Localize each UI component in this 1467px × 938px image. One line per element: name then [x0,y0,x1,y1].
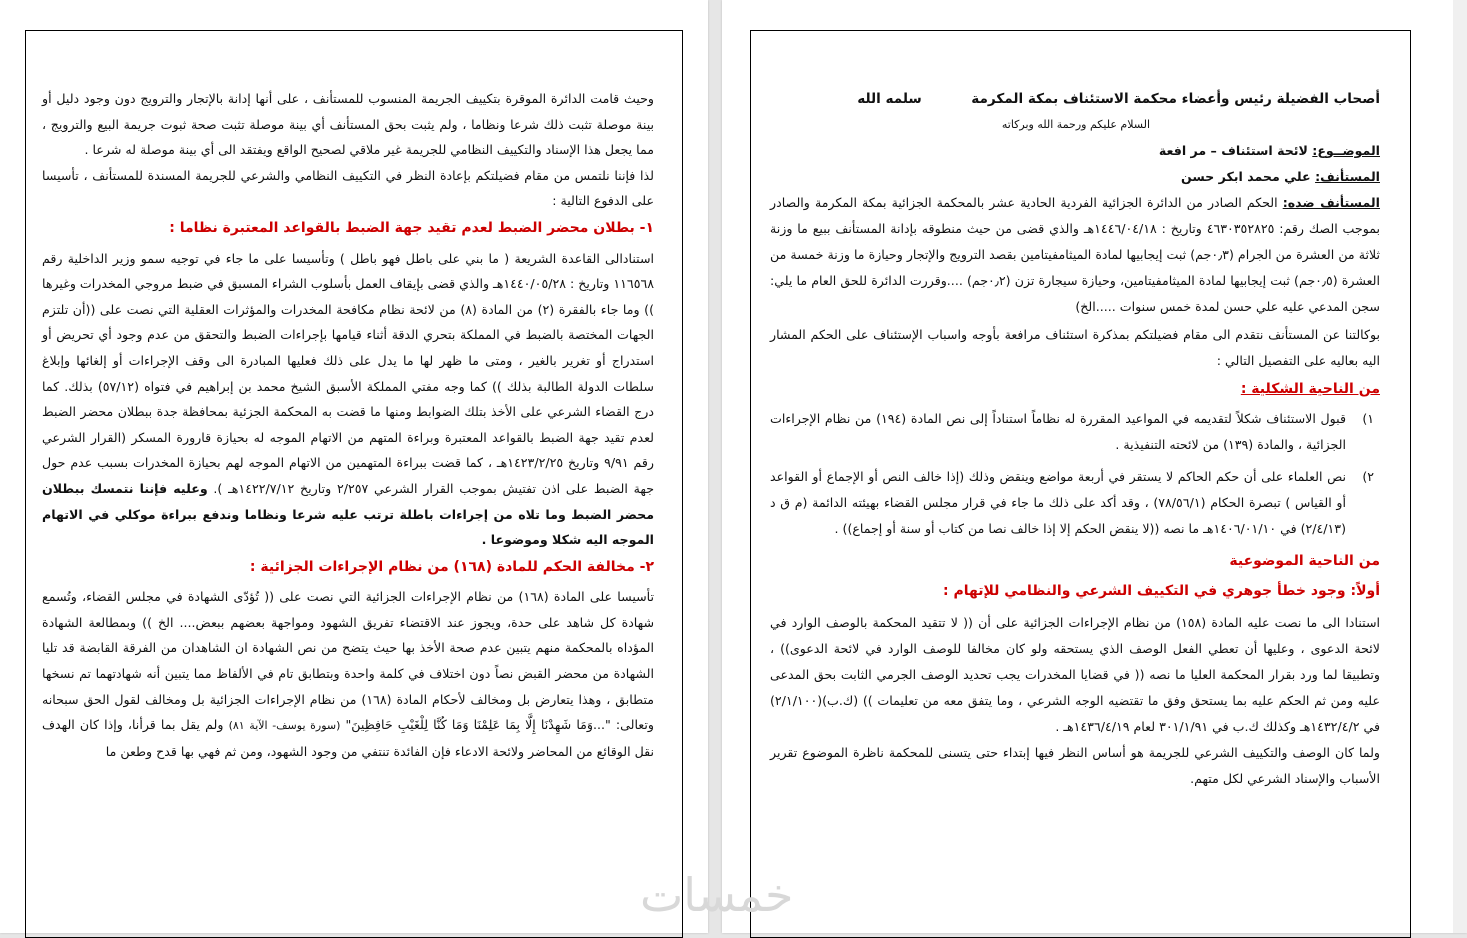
section-heading-1: ١- بطلان محضر الضبط لعدم تقيد جهة الضبط بالقواعد المعتبرة نظاما : [169,219,654,236]
document-page-left [0,0,708,933]
formal-list [770,406,1380,542]
paragraph: لذا فإننا نلتمس من مقام فضيلتكم بإعادة النظر في التكييف النظامي والشرعي للجريمة المسندة للمستأنف ، تأسيسا على الدفوع التالية : [42,167,654,209]
greeting-text: السلام عليكم ورحمة الله وبركاته [1001,118,1150,131]
watermark-logo: خمسات [640,868,794,922]
paragraph-emphasis: وعليه فإننا نتمسك ببطلان محضر الضبط وما تلاه من إجراءات باطلة ترتب عليه شرعا ونظاما وندفع ببراءة موكلي في الاتهام الموجه اليه شكلا وموضوعا . [42,480,654,548]
list-item [770,464,1380,542]
subject-line [770,138,1380,164]
quran-reference: (سورة يوسف- الآية ٨١) [228,719,341,733]
list-number: ١) [1362,411,1374,426]
heading-subject: من الناحية الموضوعية [1229,553,1380,569]
paragraph-text: ولم يقل بما قرأنا، وإذا كان الهدف نقل الوقائع من المحاضر ولائحة الادعاء فإن الفائدة تنتفي من وجود الشهود، ومن ثم فهي بها قدح وطعن ما [42,717,654,759]
page-content-left [42,86,654,764]
section-heading-2: ٢- مخالفة الحكم للمادة (١٦٨) من نظام الإجراءات الجزائية : [249,558,654,575]
appellant: علي محمد ابكر حسن [1181,169,1311,184]
heading-first: أولاً: وجود خطأ جوهري في التكييف الشرعي والنظامي للإتهام : [942,583,1380,599]
paragraph-text: الحكم الصادر من الدائرة الجزائية الفردية الحادية عشر بالمحكمة الجزائية بمكة المكرمة والصادر بموجب الصك رقم: ٤٦٣٠٣٥٢٨٢٥ وتاريخ : ١٤٤٦/٠٤/١٨هـ والذي قضى من حيث منطوقه بإدانة المستأنف ببيع ما وزنة ثلاثة من العشرة من الجرام (٠٫٣جم) ثبت إيجابيها لمادة الميثامفيتامين بقصد الترويج والإتجار وحيازة ما وزنة خمسة من العشرة (٠٫٥جم) ثبت إيجابيها لمادة الميثامفيتامين، وحيازة سيجارة تزن (٠٫٢جم) ....وقررت الدائرة للحق العام ما يلي: سجن المدعي عليه علي حسن لمدة خمس سنوات .....الخ) [770,195,1380,314]
greeting [770,112,1380,138]
paragraph [42,584,654,764]
subject-label: الموضــوع: [1312,143,1380,158]
appellant-line [770,164,1380,190]
vertical-scrollbar[interactable] [1453,0,1467,933]
appealed-label: المستأنف ضده: [1282,195,1380,210]
page-content-right [770,86,1380,792]
paragraph: وحيث قامت الدائرة الموقرة بتكييف الجريمة المنسوب للمستأنف ، على أنها إدانة بالإتجار والترويج دون وجود دليل أو بينة موصلة تثبت ذلك شرعا ونظاما ، ولم يثبت بحق المستأنف أي بينة موصلة تثبت صحة ثبوت جريمة البيع والترويج ، مما يجعل هذا الإسناد والتكييف النظامي للجريمة غير ملاقي لصحيح الواقع ويفتقد الى أي بينة موصلة له شرعا . [42,91,654,158]
appellant-label: المستأنف: [1315,169,1380,184]
subject: لائحة استئناف – مر افعة [1158,143,1308,158]
paragraph-text: استنادالى القاعدة الشريعة ( ما بني على باطل فهو باطل ) وتأسيسا على ما جاء في توجيه سمو وزير الداخلية رقم ١١٦٥٦٨ وتاريخ : ١٤٤٠/٠٥/٢٨هـ والذي قضى بإيقاف العمل بأسلوب الشراء المسبق في ضبط مروجي المخدرات وغيرها )) وما جاء بالفقرة (٢) من المادة (٨) من لائحة نظام مكافحة المخدرات والمؤثرات العقلية التي نصت على ((أن تلتزم الجهات المختصة بالضبط في المملكة بتحري الدقة أثناء قيامها بإجراءات الضبط والتحقق من عدم وجود أي تحريض أو استدراج أو تغرير بالغير ، ومتى ما ظهر لها ما يدل على ذلك فعليها المبادرة الى وقف الإجراءات أو إلغائها وإبلاغ سلطات الدولة الطالبة بذلك )) كما وجه مفتي المملكة الأسبق الشيخ محمد بن إبراهيم في فتواه (٥٧/١٢) بذلك. كما درج القضاء الشرعي على الأخذ بتلك الضوابط ومنها ما قضت به المحكمة الجزئية بمحافظة جدة ببطلان محضر الضبط لعدم تقيد جهة الضبط بالقواعد المعتبرة وبراءة المتهم من الاتهام الموجه له بحيازة قارورة المسكر (القرار الشرعي رقم ٩/٩١ وتاريخ ١٤٢٣/٢/٢٥هـ ، كما قضت ببراءة المتهمين من الاتهام الموجه لهم بحيازة المخدرات بسبب عدم حول جهة الضبط على اذن تفتيش بموجب القرار الشرعي ٢/٢٥٧ وتاريخ ١٤٢٢/٧/١٢هـ ). [42,250,654,496]
list-item-text: قبول الاستئناف شكلاً لتقديمه في المواعيد المقررة له نظاماً استناداً إلى نص المادة (١٩٤) من نظام الإجراءات الجزائية ، والمادة (١٣٩) من لائحته التنفيذية . [770,411,1346,452]
addressee: أصحاب الفضيلة رئيس وأعضاء محكمة الاستئناف بمكة المكرمة [971,91,1380,107]
heading-formal: من الناحية الشكلية : [1240,381,1380,397]
document-page-right [722,0,1467,933]
list-number: ٢) [1362,469,1374,484]
paragraph [770,190,1380,320]
addressee-tail: سلمه الله [857,91,922,107]
list-item [770,406,1380,458]
addressee-line [770,86,1380,112]
paragraph: ولما كان الوصف والتكييف الشرعي للجريمة هو أساس النظر فيها إبتداء حتى يتسنى للمحكمة ناظرة الموضوع تقرير الأسباب والإسناد الشرعي لكل متهم. [770,745,1380,786]
paragraph [42,246,654,553]
list-item-text: نص العلماء على أن حكم الحاكم لا يستقر في أربعة مواضع وينقض وذلك (إذا خالف النص أو الإجماع أو القواعد أو القياس ) تبصرة الحكام (٧٨/٥٦/١) ، وقد أكد على ذلك ما جاء في قرار مجلس القضاء بهيئته الدائمة (م ق د (٢/٤/١٣) في ١٤٠٦/٠١/١٠هـ ما نصه ((لا ينقض الحكم إلا إذا خالف نصا من كتاب أو سنة أو إجماع)) . [770,469,1346,536]
paragraph: بوكالتنا عن المستأنف نتقدم الى مقام فضيلتكم بمذكرة استئناف مرافعة بأوجه واسباب الإستئناف على الحكم المشار اليه بعاليه على التفصيل التالي : [770,327,1380,368]
paragraph: استنادا الى ما نصت عليه المادة (١٥٨) من نظام الإجراءات الجزائية على أن (( لا تتقيد المحكمة بالوصف الوارد في لائحة الدعوى ، وعليها أن تعطي الفعل الوصف الذي يستحقه ولو كان مخالفا للوصف الوارد في لائحة الدعوى)) ، وتطبيقا لما ورد بقرار المحكمة العليا ما نصه (( في قضايا المخدرات يجب تحديد الوصف الجرمي الثابت بحق المدعى عليه ومن ثم الحكم عليه بما يستحق وفق ما تقتضيه الوجه الشرعي ، وما يتفق معه من تعليمات )) (ك.ب)(٢/١/١٠٠) في ١٤٣٢/٤/٢هـ وكذلك ك.ب في ٣٠١/١/٩١ لعام ١٤٣٦/٤/١٩هـ . [770,615,1380,734]
paragraph-text: تأسيسا على المادة (١٦٨) من نظام الإجراءات الجزائية التي نصت على (( تُؤدّى الشهادة في مجلس القضاء، وتُسمع شهادة كل شاهد على حدة، ويجوز عند الاقتضاء تفريق الشهود ومواجهة بعضهم ببعض.... الخ )) وبمطالعة الشهادة المؤداه بالمحكمة منهم يتبين عدم صحة الأخذ بها حيث يتضح من نص الشهادة ان الشاهدان من الفرقة القابضة قد تليا الشهادة من محضر القبض نصاً دون اختلاف في كلمة واحدة وبتطابق تام في الألفاظ مما يتبين أنه شهادتهما تم نسخها متطابق ، وهذا يتعارض بل ومخالف لأحكام المادة (١٦٨) من نظام الإجراءات الجزائية بل ومخالف لقول الحق سبحانه وتعالى: "...وَمَا شَهِدْنَا إِلَّا بِمَا عَلِمْنَا وَمَا كُنَّا لِلْغَيْبِ حَافِظِينَ" [42,589,655,733]
